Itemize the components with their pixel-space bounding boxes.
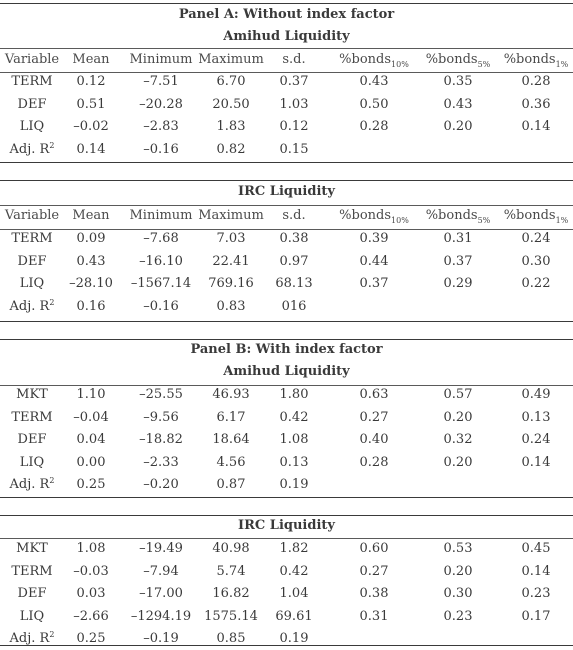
table-cell: 0.57 — [443, 387, 473, 402]
table-cell: 0.43 — [76, 253, 106, 269]
table-cell: 0.14 — [521, 454, 551, 470]
table-cell: 0.23 — [443, 608, 473, 624]
column-header — [332, 49, 416, 71]
table-cell: 0.31 — [443, 231, 473, 246]
table-cell: 69.61 — [275, 608, 313, 624]
adj-r2-superscript: 2 — [49, 297, 55, 307]
table-cell: 769.16 — [208, 276, 254, 291]
table-cell: –18.82 — [139, 432, 183, 447]
table-cell: 6.70 — [216, 74, 246, 89]
table-cell: 0.13 — [279, 454, 309, 470]
table-row — [0, 71, 573, 93]
column-header: Variable — [4, 52, 60, 67]
table-cell: 40.98 — [212, 541, 250, 556]
adj-r2-label: Adj. R — [9, 631, 50, 646]
table-cell: 1.03 — [279, 96, 309, 112]
table-cell: 1.08 — [279, 432, 309, 447]
variable-name: DEF — [17, 253, 47, 269]
table-cell: 0.25 — [76, 477, 106, 492]
table-cell: 0.17 — [521, 608, 551, 624]
table-cell: 0.37 — [359, 276, 389, 291]
table-cell: 0.83 — [216, 298, 246, 314]
variable-name: LIQ — [19, 608, 45, 624]
variable-name: LIQ — [19, 276, 45, 291]
table-cell: –0.02 — [73, 119, 109, 134]
table-cell: 1.82 — [279, 541, 309, 556]
section-subtitle: IRC Liquidity — [238, 518, 335, 533]
column-header: Mean — [72, 208, 110, 223]
column-header: Variable — [4, 208, 60, 223]
table-cell: 0.38 — [279, 231, 309, 246]
table-cell: 0.51 — [76, 96, 106, 112]
table-row — [0, 452, 573, 474]
table-cell: 0.39 — [359, 231, 389, 246]
table-cell: 0.14 — [521, 563, 551, 579]
variable-name: TERM — [11, 409, 53, 425]
table-cell: 7.03 — [216, 231, 246, 246]
table-cell: –0.03 — [73, 563, 109, 579]
table-cell: 0.43 — [359, 74, 389, 89]
table-row — [0, 384, 573, 406]
table-cell: 0.87 — [216, 477, 246, 492]
column-header — [416, 205, 500, 227]
table-cell — [500, 296, 572, 318]
table-cell: –0.04 — [73, 409, 109, 425]
table-row — [0, 139, 573, 161]
table-row — [0, 583, 573, 605]
table-cell: 0.24 — [521, 231, 551, 246]
table-cell: 0.12 — [76, 74, 106, 89]
column-header: Minimum — [129, 52, 193, 67]
table-cell: 22.41 — [212, 253, 250, 269]
variable-name: LIQ — [19, 119, 45, 134]
variable-name: MKT — [16, 541, 48, 556]
table-cell: –0.19 — [143, 631, 179, 646]
table-cell: 5.74 — [216, 563, 246, 579]
table-cell: 0.12 — [279, 119, 309, 134]
table-cell: –7.68 — [143, 231, 179, 246]
table-cell: –16.10 — [139, 253, 183, 269]
table-cell: 16.82 — [212, 586, 250, 601]
header-subscript: 5% — [477, 60, 491, 69]
table-cell: 0.40 — [359, 432, 389, 447]
table-cell: 016 — [281, 298, 307, 314]
table-cell: 0.44 — [359, 253, 389, 269]
column-header: Maximum — [198, 52, 264, 67]
column-header — [416, 49, 500, 71]
header-subscript: 10% — [391, 60, 409, 69]
variable-name: DEF — [17, 432, 47, 447]
header-base: %bonds — [503, 208, 556, 223]
rule-line — [0, 321, 573, 322]
table-cell: 0.43 — [443, 96, 473, 112]
table-cell: 0.36 — [521, 96, 551, 112]
adj-r2-superscript: 2 — [49, 476, 55, 485]
table-cell: 0.28 — [359, 119, 389, 134]
adj-r2-superscript: 2 — [49, 630, 55, 639]
table-cell — [332, 139, 416, 161]
table-cell: 1.08 — [76, 541, 106, 556]
table-cell: –7.94 — [143, 563, 179, 579]
table-cell: –28.10 — [69, 276, 113, 291]
table-cell: 0.42 — [279, 409, 309, 425]
table-cell: –2.83 — [143, 119, 179, 134]
table-cell: –7.51 — [143, 74, 179, 89]
table-cell: 0.60 — [359, 541, 389, 556]
header-base: %bonds — [503, 52, 556, 67]
table-cell: 0.24 — [521, 432, 551, 447]
table-cell: 0.15 — [279, 141, 309, 157]
variable-name — [0, 296, 64, 318]
header-base: %bonds — [425, 52, 478, 67]
table-cell: 1.83 — [216, 119, 246, 134]
table-cell: 0.28 — [359, 454, 389, 470]
table-cell: 0.20 — [443, 563, 473, 579]
table-row — [0, 538, 573, 560]
table-cell: 0.30 — [521, 253, 551, 269]
header-base: %bonds — [339, 52, 392, 67]
table-cell: 0.19 — [279, 477, 309, 492]
variable-name — [0, 628, 64, 650]
table-header-row — [0, 49, 573, 71]
table-row — [0, 407, 573, 429]
table-cell: 0.32 — [443, 432, 473, 447]
variable-name: MKT — [16, 387, 48, 402]
table-row — [0, 251, 573, 273]
table-cell: 0.82 — [216, 141, 246, 157]
table-cell: –2.66 — [73, 608, 109, 624]
table-cell — [416, 296, 500, 318]
table-cell: 0.85 — [216, 631, 246, 646]
table-cell: 0.27 — [359, 409, 389, 425]
table-cell — [332, 296, 416, 318]
header-subscript: 5% — [477, 216, 491, 225]
table-cell: 0.37 — [443, 253, 473, 269]
table-row — [0, 116, 573, 138]
table-cell: 0.20 — [443, 119, 473, 134]
variable-name — [0, 474, 64, 496]
table-cell: –17.00 — [139, 586, 183, 601]
table-cell: –0.16 — [143, 298, 179, 314]
section-subtitle: IRC Liquidity — [238, 184, 335, 199]
variable-name: DEF — [17, 586, 47, 601]
table-row — [0, 228, 573, 250]
table-cell — [416, 474, 500, 496]
table-cell: 0.45 — [521, 541, 551, 556]
table-cell: 0.14 — [76, 141, 106, 157]
table-cell: 0.53 — [443, 541, 473, 556]
column-header: Mean — [72, 52, 110, 67]
table-cell: 0.35 — [443, 74, 473, 89]
table-cell: 46.93 — [212, 387, 250, 402]
table-cell: 0.97 — [279, 253, 309, 269]
header-base: %bonds — [425, 208, 478, 223]
table-cell: 1.04 — [279, 586, 309, 601]
table-cell: –1567.14 — [130, 276, 192, 291]
header-subscript: 1% — [555, 60, 569, 69]
table-cell: –1294.19 — [130, 608, 192, 624]
table-cell: –0.20 — [143, 477, 179, 492]
adj-r2-label: Adj. R — [9, 477, 50, 492]
column-header: s.d. — [282, 208, 306, 223]
table-cell — [500, 628, 572, 650]
table-cell: 0.14 — [521, 119, 551, 134]
table-cell: 0.19 — [279, 631, 309, 646]
header-subscript: 1% — [555, 216, 569, 225]
table-cell: 0.00 — [76, 454, 106, 470]
table-cell: 0.63 — [359, 387, 389, 402]
table-cell: 0.42 — [279, 563, 309, 579]
table-cell: 18.64 — [212, 432, 250, 447]
table-cell: 68.13 — [275, 276, 313, 291]
table-cell — [500, 474, 572, 496]
column-header: s.d. — [282, 52, 306, 67]
rule-line — [0, 497, 573, 498]
table-cell: 1.80 — [279, 387, 309, 402]
table-row — [0, 606, 573, 628]
table-cell: 0.20 — [443, 454, 473, 470]
table-cell: 0.49 — [521, 387, 551, 402]
table-cell: 0.37 — [279, 74, 309, 89]
section-subtitle: Amihud Liquidity — [223, 364, 350, 379]
table-cell: 0.50 — [359, 96, 389, 112]
column-header — [500, 205, 572, 227]
column-header — [332, 205, 416, 227]
table-cell: 0.22 — [521, 276, 551, 291]
column-header: Minimum — [129, 208, 193, 223]
variable-name: LIQ — [19, 454, 45, 470]
header-base: %bonds — [339, 208, 392, 223]
table-cell — [416, 628, 500, 650]
table-row — [0, 561, 573, 583]
adj-r2-label: Adj. R — [9, 298, 50, 314]
table-cell — [500, 139, 572, 161]
adj-r2-superscript: 2 — [49, 140, 55, 150]
table-row — [0, 94, 573, 116]
table-cell: –2.33 — [143, 454, 179, 470]
table-row — [0, 273, 573, 295]
variable-name: DEF — [17, 96, 47, 112]
table-cell — [332, 628, 416, 650]
table-row — [0, 429, 573, 451]
panel-title: Panel B: With index factor — [190, 342, 383, 357]
table-cell: 0.13 — [521, 409, 551, 425]
variable-name: TERM — [11, 74, 53, 89]
table-cell: 1.10 — [76, 387, 106, 402]
table-cell: 0.23 — [521, 586, 551, 601]
adj-r2-label: Adj. R — [9, 141, 50, 157]
table-cell — [332, 474, 416, 496]
table-cell: 1575.14 — [204, 608, 258, 624]
column-header: Maximum — [198, 208, 264, 223]
table-cell: 0.20 — [443, 409, 473, 425]
rule-line — [0, 162, 573, 163]
table-cell — [416, 139, 500, 161]
table-cell: 0.09 — [76, 231, 106, 246]
table-cell: 4.56 — [216, 454, 246, 470]
header-subscript: 10% — [391, 216, 409, 225]
panel-title: Panel A: Without index factor — [178, 7, 395, 22]
table-cell: 0.04 — [76, 432, 106, 447]
table-row — [0, 474, 573, 496]
table-cell: 0.29 — [443, 276, 473, 291]
table-header-row — [0, 205, 573, 227]
table-cell: –19.49 — [139, 541, 183, 556]
variable-name: TERM — [11, 563, 53, 579]
table-cell: 0.30 — [443, 586, 473, 601]
table-row — [0, 628, 573, 650]
table-cell: 0.38 — [359, 586, 389, 601]
table-cell: –9.56 — [143, 409, 179, 425]
table-row — [0, 296, 573, 318]
column-header — [500, 49, 572, 71]
table-cell: 20.50 — [212, 96, 250, 112]
table-cell: 0.03 — [76, 586, 106, 601]
table-cell: –25.55 — [139, 387, 183, 402]
table-cell: –0.16 — [143, 141, 179, 157]
variable-name — [0, 139, 64, 161]
table-cell: 0.31 — [359, 608, 389, 624]
section-subtitle: Amihud Liquidity — [223, 29, 350, 44]
table-cell: –20.28 — [139, 96, 183, 112]
table-cell: 0.16 — [76, 298, 106, 314]
table-cell: 0.28 — [521, 74, 551, 89]
variable-name: TERM — [11, 231, 53, 246]
table-cell: 0.25 — [76, 631, 106, 646]
table-cell: 0.27 — [359, 563, 389, 579]
table-cell: 6.17 — [216, 409, 246, 425]
